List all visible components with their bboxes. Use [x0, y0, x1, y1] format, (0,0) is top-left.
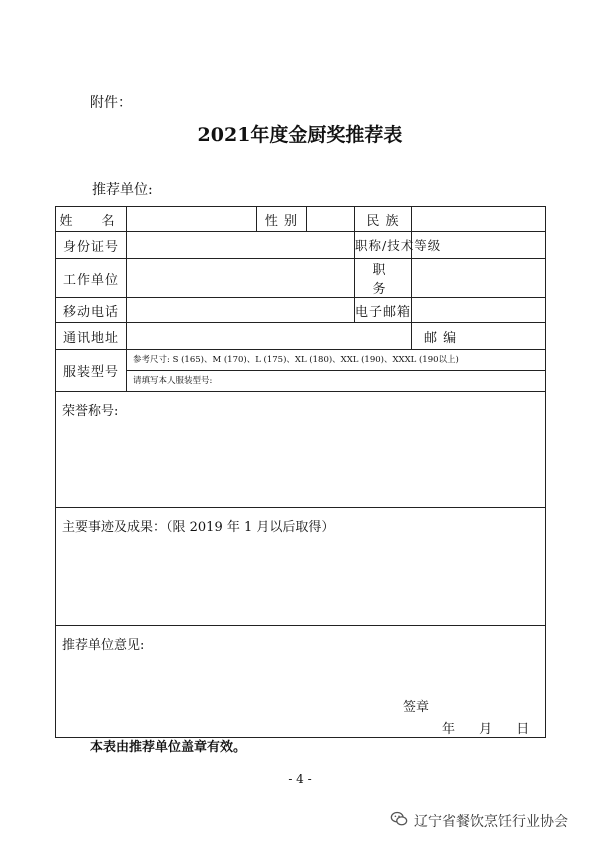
address-field[interactable] — [127, 323, 412, 350]
ethnicity-field[interactable] — [412, 207, 546, 232]
recommendation-form — [55, 206, 546, 738]
gender-label: 性 别 — [257, 207, 307, 232]
id-number-label: 身份证号 — [56, 232, 127, 259]
attachment-label: 附件： — [90, 95, 132, 111]
unit-opinion-field[interactable] — [56, 626, 546, 738]
position-label: 职 务 — [355, 259, 412, 298]
title-grade-label: 职称/技术等级 — [355, 232, 412, 259]
postcode-label: 邮 编 — [412, 323, 546, 350]
name-field[interactable] — [127, 207, 257, 232]
page-title: 2021年度金厨奖推荐表 — [197, 124, 403, 146]
seal-label: 签章 — [403, 700, 430, 715]
name-label: 姓 名 — [56, 207, 127, 232]
recommending-unit-label: 推荐单位: — [92, 182, 153, 198]
achievements-field[interactable] — [56, 508, 546, 626]
honors-field[interactable] — [56, 392, 546, 508]
watermark — [390, 810, 568, 832]
footer-text: 辽宁省餐饮烹饪行业协会 — [414, 814, 568, 830]
email-field[interactable] — [412, 298, 546, 323]
date-label: 年 月 日 — [442, 722, 530, 737]
form-note: 本表由推荐单位盖章有效。 — [90, 740, 247, 755]
gender-field[interactable] — [307, 207, 355, 232]
ethnicity-label: 民 族 — [355, 207, 412, 232]
mobile-label: 移动电话 — [56, 298, 127, 323]
work-unit-field[interactable] — [127, 259, 355, 298]
position-field[interactable] — [412, 259, 546, 298]
unit-opinion-label: 推荐单位意见: — [62, 638, 145, 653]
address-label: 通讯地址 — [56, 323, 127, 350]
size-reference-text: 参考尺寸: S (165)、M (170)、L (175)、XL (180)、XXL (190)、XXXL (190以上) — [127, 350, 546, 371]
work-unit-label: 工作单位 — [56, 259, 127, 298]
honors-label: 荣誉称号: — [62, 404, 119, 419]
email-label: 电子邮箱 — [355, 298, 412, 323]
id-number-field[interactable] — [127, 232, 355, 259]
page-number: - 4 - — [288, 772, 312, 786]
mobile-field[interactable] — [127, 298, 355, 323]
uniform-size-label: 服装型号 — [56, 350, 127, 392]
wechat-icon — [390, 810, 408, 832]
achievements-label: 主要事迹及成果：（限 2019 年 1 月以后取得） — [62, 520, 335, 535]
size-fill-field[interactable]: 请填写本人服装型号: — [127, 371, 546, 392]
